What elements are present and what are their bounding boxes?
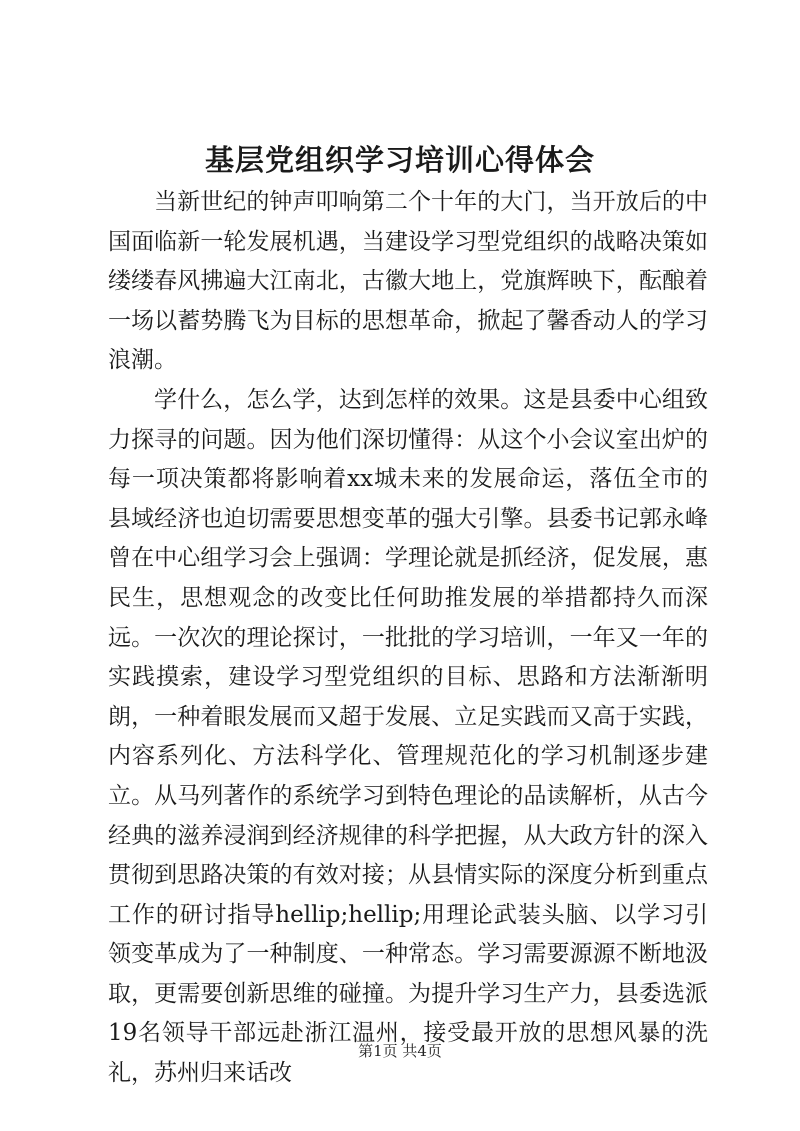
document-title: 基层党组织学习培训心得体会: [204, 143, 595, 177]
paragraph-2: 学什么，怎么学，达到怎样的效果。这是县委中心组致力探寻的问题。因为他们深切懂得：从这个小会议室出炉的每一项决策都将影响着xx城未来的发展命运，落伍全市的县域经济也迫切需要思想变革的强大引擎。县委书记郭永峰曾在中心组学习会上强调：学理论就是抓经济，促发展，惠民生，思想观念的改变比任何助推发展的举措都持久而深远。一次次的理论探讨，一批批的学习培训，一年又一年的实践摸索，建设学习型党组织的目标、思路和方法渐渐明朗，一种着眼发展而又超于发展、立足实践而又高于实践，内容系列化、方法科学化、管理规范化的学习机制逐步建立。从马列著作的系统学习到特色理论的品读解析，从古今经典的滋养浸润到经济规律的科学把握，从大政方针的深入贯彻到思路决策的有效对接；从县情实际的深度分析到重点工作的研讨指导hellip;hellip;用理论武装头脑、以学习引领变革成为了一种制度、一种常态。学习需要源源不断地汲取，更需要创新思维的碰撞。为提升学习生产力，县委选派19名领导干部远赴浙江温州，接受最开放的思想风暴的洗礼，苏州归来话改: [108, 386, 708, 1087]
document-body: [108, 183, 708, 1094]
paragraph-1: 当新世纪的钟声叩响第二个十年的大门，当开放后的中国面临新一轮发展机遇，当建设学习型党组织的战略决策如缕缕春风拂遍大江南北，古徽大地上，党旗辉映下，酝酿着一场以蓄势腾飞为目标的思想革命，掀起了馨香动人的学习浪潮。: [108, 189, 708, 374]
page-footer: 第1页 共4页: [358, 1042, 442, 1060]
